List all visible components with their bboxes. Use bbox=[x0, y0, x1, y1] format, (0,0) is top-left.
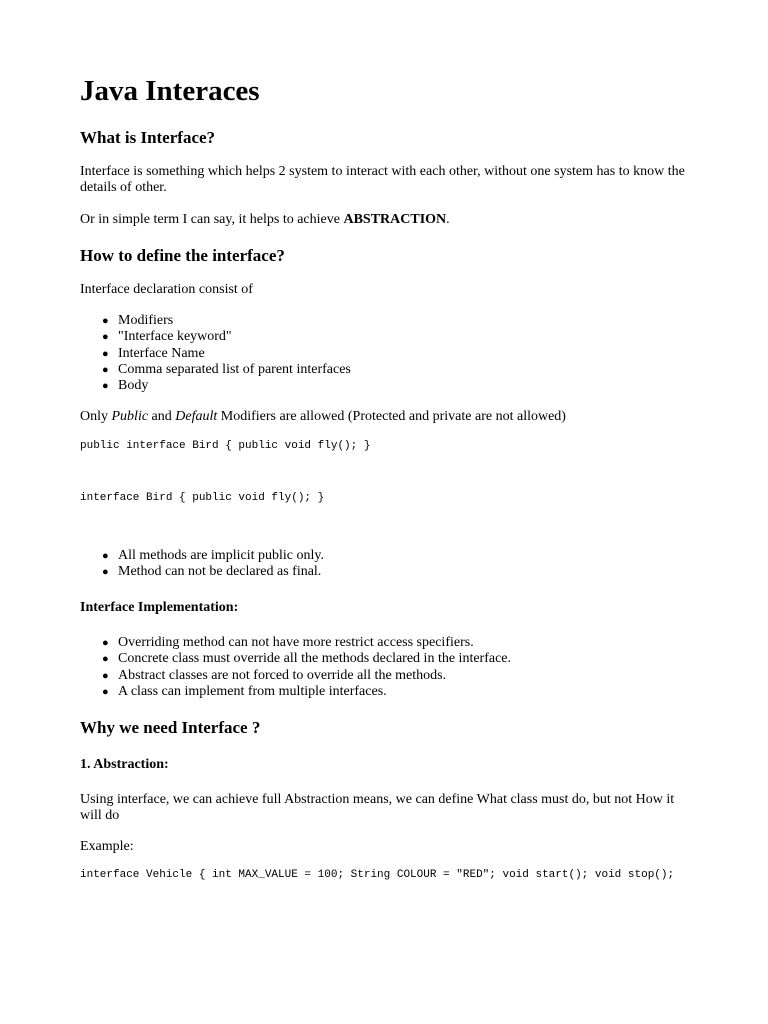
bullet-icon: ● bbox=[102, 380, 109, 393]
paragraph-interface-definition: Interface is something which helps 2 system to interact with each other, without one system has to know the details of other. bbox=[80, 164, 685, 195]
list-item bbox=[80, 668, 511, 684]
code-block-default-interface: interface Bird { public void fly(); } bbox=[80, 492, 325, 504]
list-item-text: All methods are implicit public only. bbox=[118, 548, 324, 563]
bullet-icon: ● bbox=[102, 669, 109, 682]
bullet-icon: ● bbox=[102, 637, 109, 649]
bullet-icon: ● bbox=[102, 566, 109, 579]
paragraph-full-abstraction: Using interface, we can achieve full Abstraction means, we can define What class must do, but not How it will do bbox=[80, 792, 675, 823]
list-item-text: Abstract classes are not forced to override all the methods. bbox=[118, 667, 447, 683]
bullet-icon: ● bbox=[102, 685, 109, 698]
page-title: Java Interaces bbox=[80, 75, 260, 107]
list-item-text: "Interface keyword" bbox=[118, 329, 232, 345]
list-item-text: Method can not be declared as final. bbox=[118, 564, 322, 580]
abstraction-keyword: ABSTRACTION bbox=[343, 212, 447, 227]
bullet-icon: ● bbox=[102, 331, 109, 344]
list-item-text: A class can implement from multiple interfaces. bbox=[118, 683, 387, 699]
code-block-public-interface: public interface Bird { public void fly(); } bbox=[80, 440, 371, 452]
list-item bbox=[80, 684, 511, 700]
list-item-text: Overriding method can not have more restrict access specifiers. bbox=[118, 635, 474, 650]
bullet-icon: ● bbox=[102, 653, 109, 666]
modifiers-text-prefix: Only bbox=[80, 409, 112, 424]
bullet-icon: ● bbox=[102, 315, 109, 327]
heading-interface-implementation: Interface Implementation: bbox=[80, 600, 239, 615]
list-item bbox=[80, 651, 511, 667]
heading-what-is-interface: What is Interface? bbox=[80, 128, 216, 147]
modifiers-text-mid: and bbox=[148, 409, 176, 424]
list-item-text: Body bbox=[118, 378, 149, 394]
list-item bbox=[80, 564, 324, 580]
bullet-icon: ● bbox=[102, 550, 109, 562]
bullet-icon: ● bbox=[102, 363, 109, 376]
list-item-text: Interface Name bbox=[118, 345, 205, 361]
paragraph-example-label: Example: bbox=[80, 839, 134, 854]
list-item bbox=[80, 635, 511, 651]
abstraction-text-prefix: Or in simple term I can say, it helps to achieve bbox=[80, 212, 344, 227]
heading-define-interface: How to define the interface? bbox=[80, 246, 285, 265]
list-item bbox=[80, 329, 351, 345]
list-item bbox=[80, 313, 351, 329]
declaration-parts-list bbox=[80, 313, 351, 394]
list-item-text: Modifiers bbox=[118, 313, 174, 328]
paragraph-modifiers-allowed bbox=[80, 409, 566, 425]
abstraction-text-suffix: . bbox=[446, 212, 450, 227]
list-item bbox=[80, 362, 351, 378]
list-item bbox=[80, 346, 351, 362]
method-rules-list bbox=[80, 548, 324, 581]
modifier-public: Public bbox=[111, 409, 149, 424]
list-item bbox=[80, 548, 324, 564]
paragraph-abstraction bbox=[80, 212, 450, 228]
list-item-text: Concrete class must override all the methods declared in the interface. bbox=[118, 651, 512, 667]
paragraph-declaration-intro: Interface declaration consist of bbox=[80, 282, 253, 297]
heading-abstraction: 1. Abstraction: bbox=[80, 757, 169, 772]
heading-why-interface: Why we need Interface ? bbox=[80, 718, 261, 737]
code-block-vehicle-interface: interface Vehicle { int MAX_VALUE = 100; String COLOUR = "RED"; void start(); void stop(); bbox=[80, 869, 675, 881]
implementation-rules-list bbox=[80, 635, 511, 700]
list-item bbox=[80, 378, 351, 394]
list-item-text: Comma separated list of parent interfaces bbox=[118, 361, 351, 377]
bullet-icon: ● bbox=[102, 347, 109, 360]
modifiers-text-suffix: Modifiers are allowed (Protected and private are not allowed) bbox=[217, 409, 566, 424]
modifier-default: Default bbox=[175, 409, 218, 424]
